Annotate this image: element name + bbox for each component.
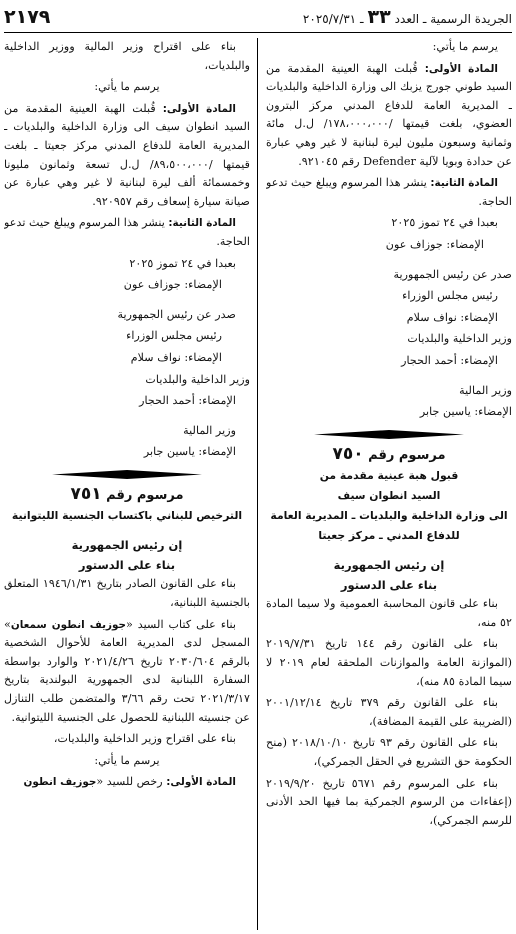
legal-basis-4: بناء على القانون رقم ٩٣ تاريخ ٢٠١٨/١٠/١٠ (منح الحكومة حق التشريع في الحقل الجمركي)، [266, 736, 512, 769]
decree-number: مرسوم رقم ٧٥١ [70, 483, 184, 504]
column-divider [257, 38, 258, 930]
interior-minister-title: وزير الداخلية والبلديات [407, 332, 512, 346]
legal-basis-2: بناء على القانون رقم ١٤٤ تاريخ ٢٠١٩/٧/٣١ (الموازنة العامة والموازنات الملحقة لعام ٢٠١٩ لا سيما المادة ٨٥ منه)، [266, 637, 512, 688]
interior-minister-signature: الإمضاء: أحمد الحجار [401, 353, 498, 367]
pm-signature: الإمضاء: نواف سلام [406, 310, 498, 324]
article-1: المادة الأولى: قُبلت الهبة العينية المقدمة من السيد طوني جورج يزبك الى وزارة الداخلية والبلديات ـ المديرية العامة للدفاع المدني مركز البترون العضوي، بلغت قيمتها /١٧٨،٠٠٠،٠٠٠/ ل.ل مائة وثمانية وسبعون مليون ليرة لبنانية لا غير وهي عبارة عن حدادة وبويا لآلية Defender رقم ٩٢١٠٤٥. [266, 61, 512, 168]
president-signature: الإمضاء: جوزاف عون [385, 237, 484, 251]
decree-number: مرسوم رقم ٧٥٠ [332, 443, 446, 464]
finance-minister-signature: الإمضاء: ياسين جابر [143, 445, 236, 459]
article-2: المادة الثانية: ينشر هذا المرسوم ويبلغ حيث تدعو الحاجة. [4, 216, 250, 248]
finance-minister-title: وزير المالية [459, 383, 512, 397]
decree-title-2: السيد انطوان سيف [337, 489, 441, 503]
article-1: المادة الأولى: قُبلت الهبة العينية المقدمة من السيد انطوان سيف الى وزارة الداخلية والبلديات ـ المديرية العامة للدفاع المدني مركز جعيتا ـ بلغت قيمتها /٨٩،٥٠٠،٠٠٠/ ل.ل تسعة وثمانون مليونا وخمسمائة ألف ليرة لبنانية لا غير وهي عبارة عن صيانة سيارة إسعاف رقم ٩٢٠٩٥٧. [4, 101, 250, 208]
finance-minister-signature: الإمضاء: ياسين جابر [419, 405, 512, 419]
legal-basis-3: بناء على القانون رقم ٣٧٩ تاريخ ٢٠٠١/١٢/١٤ (الضريبة على القيمة المضافة)، [266, 696, 512, 728]
signing-date: بعبدا في ٢٤ تموز ٢٠٢٥ [391, 216, 498, 230]
section-divider [52, 470, 202, 479]
president-heading: إن رئيس الجمهورية [333, 558, 445, 573]
section-divider [314, 430, 464, 439]
legal-basis-1: بناء على قانون المحاسبة العمومية ولا سيما المادة ٥٢ منه، [266, 597, 512, 629]
proposal-line: بناء على اقتراح وزير المالية ووزير الداخلية والبلديات، [4, 40, 250, 72]
decreed-line: يرسم ما يأتي: [94, 80, 160, 94]
issued-by: صدر عن رئيس الجمهورية [393, 267, 512, 281]
legal-basis-2: بناء على كتاب السيد «جوزيف انطون سمعان» المسجل لدى المديرية العامة للأحوال الشخصية بالرقم ٢٠٣٠/٦٠٤ تاريخ ٢٠٢١/٤/٢٦ والوارد بواسطة السفارة اللبنانية لدى الجمهورية البولندية بتاريخ ٢٠٢١/٣/١٧ تحت رقم ٣/٦٦ والمتضمن طلب التنازل عن جنسيته اللبنانية للحصول على الجنسية الليتوانية. [4, 617, 250, 724]
decreed-line-2: يرسم ما يأتي: [94, 753, 160, 767]
interior-minister-title: وزير الداخلية والبلديات [145, 372, 250, 386]
signing-date: بعبدا في ٢٤ تموز ٢٠٢٥ [129, 256, 236, 270]
page-number: ٢١٧٩ [4, 6, 51, 28]
article-1-next: المادة الأولى: رخص للسيد «جوزيف انطون [23, 775, 236, 789]
article-2: المادة الثانية: ينشر هذا المرسوم ويبلغ حيث تدعو الحاجة. [266, 176, 512, 208]
constitution-heading: بناء على الدستور [340, 578, 438, 593]
proposal-line-2: بناء على اقتراح وزير الداخلية والبلديات، [53, 732, 236, 746]
pm-signature: الإمضاء: نواف سلام [130, 350, 222, 364]
president-heading: إن رئيس الجمهورية [71, 538, 183, 553]
finance-minister-title: وزير المالية [183, 423, 236, 437]
decreed-line: يرسم ما يأتي: [432, 40, 498, 53]
decree-title-3: الى وزارة الداخلية والبلديات ـ المديرية العامة [270, 509, 508, 523]
issued-by: صدر عن رئيس الجمهورية [117, 307, 236, 321]
pm-title: رئيس مجلس الوزراء [402, 289, 498, 303]
decree-title-1: الترخيص للبناني باكتساب الجنسية الليتوانية [11, 509, 243, 523]
decree-title-1: قبول هبة عينية مقدمة من [319, 469, 459, 483]
page-header [4, 2, 512, 33]
decree-title-4: للدفاع المدني ـ مركز جعيتا [318, 529, 460, 543]
president-signature: الإمضاء: جوزاف عون [123, 278, 222, 292]
gazette-title: الجريدة الرسمية ـ العدد٣٣ـ ٢٠٢٥/٧/٣١ [302, 6, 512, 28]
interior-minister-signature: الإمضاء: أحمد الحجار [139, 394, 236, 408]
constitution-heading: بناء على الدستور [78, 558, 176, 573]
right-column [266, 38, 512, 928]
pm-title: رئيس مجلس الوزراء [126, 329, 222, 343]
legal-basis-1: بناء على القانون الصادر بتاريخ ١٩٤٦/١/٣١ المتعلق بالجنسية اللبنانية، [4, 577, 250, 610]
left-column [4, 38, 250, 928]
legal-basis-5: بناء على المرسوم رقم ٥٦٧١ تاريخ ٢٠١٩/٩/٢٠ (إعفاءات من الرسوم الجمركية بما فيها الحد الأدنى للرسم الجمركي)، [266, 776, 512, 827]
